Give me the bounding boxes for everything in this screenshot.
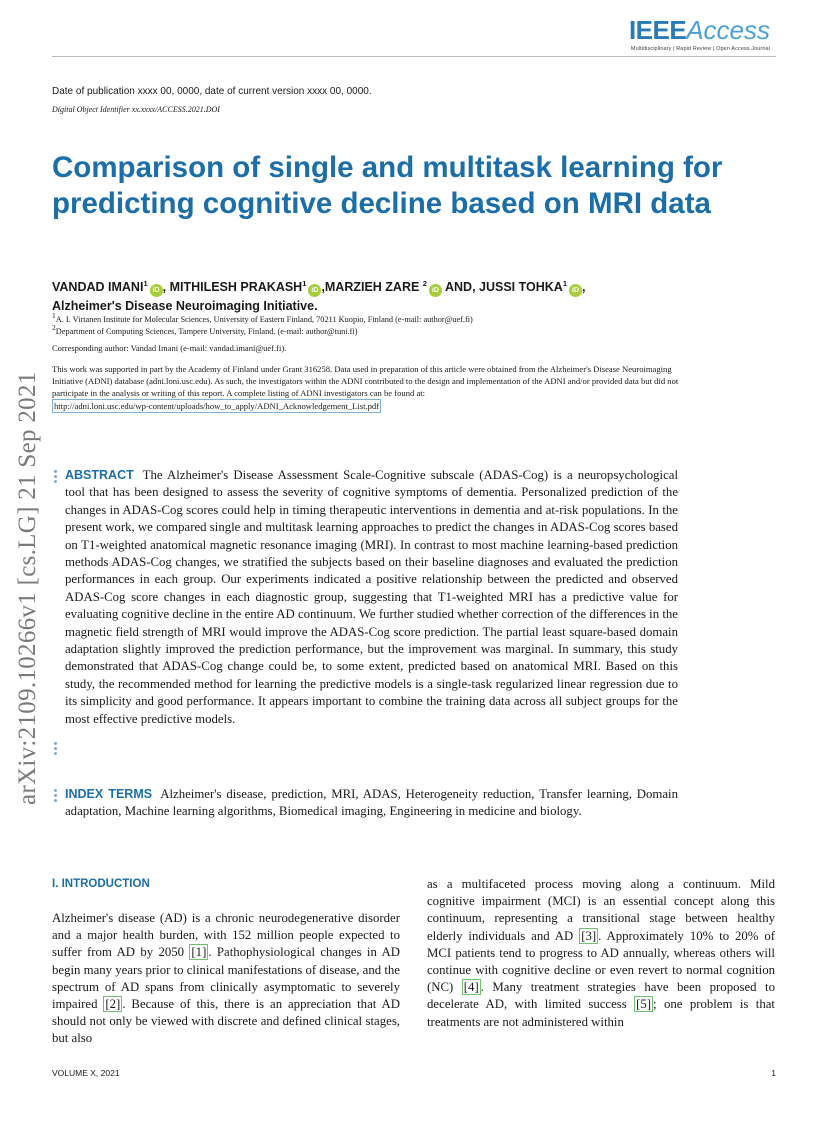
- orcid-icon[interactable]: iD: [429, 284, 442, 297]
- affiliation-number: 2: [52, 323, 56, 333]
- footer-volume: VOLUME X, 2021: [52, 1068, 120, 1078]
- body-text: . Because of this, there is an appreciation that AD should not only be viewed with discrete and defined clinical stages, but also: [52, 997, 400, 1046]
- author-affil-num: 1: [562, 278, 567, 288]
- paper-title: Comparison of single and multitask learning for predicting cognitive decline based on MRI data: [52, 151, 723, 220]
- abstract-label: ABSTRACT: [65, 468, 134, 482]
- orcid-icon[interactable]: iD: [150, 284, 163, 297]
- index-terms-text: Alzheimer's disease, prediction, MRI, ADAS, Heterogeneity reduction, Transfer learning, Domain adaptation, Machine learning algorithms, Biomedical imaging, Engineering in medicine and biology.: [65, 787, 679, 819]
- arxiv-identifier[interactable]: arXiv:2109.10266v1 [cs.LG] 21 Sep 2021: [14, 371, 41, 805]
- body-column-left: [52, 910, 400, 1048]
- body-text: Alzheimer's disease (AD) is a chronic neurodegenerative disorder and a major health burden, with 152 million people expected to suffer from AD by 2050: [52, 911, 400, 960]
- header-divider: [52, 56, 776, 57]
- affiliation-number: 1: [52, 311, 56, 321]
- abstract: [65, 467, 678, 728]
- author-affil-num: 1: [302, 278, 307, 288]
- logo-access: Access: [686, 15, 770, 45]
- logo-ieee: IEEE: [628, 15, 687, 45]
- doi: Digital Object Identifier xx.xxxx/ACCESS.2021.DOI: [52, 105, 220, 114]
- funding-note: [52, 363, 692, 413]
- abstract-marker: [54, 470, 58, 485]
- journal-logo: [629, 16, 770, 52]
- author-list: VANDAD IMANI$^1$iD , MITHILESH PRAKASH$^1$iD ,MARZIEH ZARE $^2$iD AND, JUSSI TOHKA$^1$iD , Alzheimer's Disease Neuroimaging Initiative.: [52, 278, 586, 313]
- affiliation: [52, 311, 473, 324]
- orcid-icon[interactable]: iD: [308, 284, 321, 297]
- citation-link[interactable]: [2]: [105, 997, 121, 1012]
- affiliation: [52, 323, 358, 336]
- body-column-right: [427, 876, 775, 1031]
- body-text: as a multifaceted process moving along a continuum. Mild cognitive impairment (MCI) is an essential concept along this continuum, representing a transitional stage between healthy elderly individuals and AD: [427, 877, 775, 943]
- section-heading: I. INTRODUCTION: [52, 878, 150, 890]
- corresponding-author: Corresponding author: Vandad Imani (e-mail: vandad.imani@uef.fi).: [52, 343, 287, 353]
- author-name: VANDAD IMANI: [52, 280, 144, 294]
- index-marker: [54, 789, 58, 804]
- index-terms: [65, 786, 678, 821]
- body-text: ; one problem is that treatments are not administered within: [427, 997, 775, 1029]
- index-terms-label: INDEX TERMS: [65, 787, 153, 801]
- affiliation-text: Department of Computing Sciences, Tampere University, Finland. (e-mail: author@tuni.fi): [55, 327, 358, 336]
- body-text: . Many treatment strategies have been proposed to decelerate AD, with limited success: [427, 980, 776, 1012]
- author-name: MITHILESH PRAKASH: [169, 280, 303, 294]
- abstract-text: The Alzheimer's Disease Assessment Scale-Cognitive subscale (ADAS-Cog) is a neuropsychological tool that has been designed to assess the severity of cognitive symptoms of dementia. Personalized prediction of the changes in ADAS-Cog scores could help in timing therapeutic interventions in dementia and at-risk populations. In the present work, we compared single and multitask learning approaches to predict the changes in ADAS-Cog scores based on T1-weighted anatomical magnetic resonance imaging (MRI). In contrast to most machine learning-based prediction methods ADAS-Cog changes, we stratified the subjects based on their baseline diagnoses and evaluated the prediction performances in each group. Our experiments indicated a positive relationship between the predicted and observed ADAS-Cog score changes in each diagnostic group, suggesting that T1-weighted MRI has a predictive value for evaluating cognitive decline in the entire AD continuum. We further studied whether correction of the differences in the magnetic field strength of MRI would improve the ADAS-Cog score prediction. The partial least square-based domain adaptation slightly improved the prediction performance, but the improvement was marginal. In summary, this study demonstrated that ADAS-Cog change could be, to some extent, predicted based on anatomical MRI. Based on this study, the recommended method for learning the predictive models is a single-task regularized linear regression due to its simplicity and good performance. It appears important to combine the training data across all subject groups for the most effective predictive models.: [65, 468, 679, 726]
- adni-acknowledgement-link[interactable]: http://adni.loni.usc.edu/wp-content/uploads/how_to_apply/ADNI_Acknowledgement_List.pdf: [54, 401, 380, 411]
- page-number: 1: [771, 1068, 776, 1078]
- logo-tagline: Multidisciplinary | Rapid Review | Open Access Journal: [630, 46, 770, 52]
- author-group: Alzheimer's Disease Neuroimaging Initiative.: [52, 299, 318, 313]
- body-text: . Pathophysiological changes in AD begin many years prior to clinical manifestations of disease, and the spectrum of AD spans from clinically asymptomatic to severely impaired: [52, 945, 400, 1012]
- citation-link[interactable]: [5]: [636, 997, 652, 1012]
- funding-text: This work was supported in part by the Academy of Finland under Grant 316258. Data used in preparation of this article were obtained from the Alzheimer's Disease Neuroimaging Initiative (ADNI) database (adni.loni.usc.edu). As such, the investigators within the ADNI contributed to the design and implementation of the ADNI and/or provided data but did not participate in the analysis or writing of this report. A complete listing of ADNI investigators can be found at:: [52, 364, 679, 398]
- author-name: MARZIEH ZARE: [324, 280, 423, 294]
- author-affil-num: 2: [422, 278, 427, 288]
- body-text: . Approximately 10% to 20% of MCI patients tend to progress to AD annually, whereas others will continue with cognitive decline or even revert to normal cognition (NC): [427, 928, 776, 995]
- orcid-icon[interactable]: iD: [569, 284, 582, 297]
- affiliation-text: A. I. Virtanen Institute for Molecular Sciences, University of Eastern Finland, 70211 Kuopio, Finland (e-mail: author@uef.fi): [55, 315, 473, 324]
- citation-link[interactable]: [4]: [463, 980, 479, 995]
- publication-date: Date of publication xxxx 00, 0000, date of current version xxxx 00, 0000.: [52, 86, 372, 97]
- citation-link[interactable]: [1]: [191, 945, 207, 960]
- abstract-marker: [54, 742, 58, 757]
- author-affil-num: 1: [143, 278, 148, 288]
- author-name: AND, JUSSI TOHKA: [444, 280, 563, 294]
- citation-link[interactable]: [3]: [581, 928, 597, 943]
